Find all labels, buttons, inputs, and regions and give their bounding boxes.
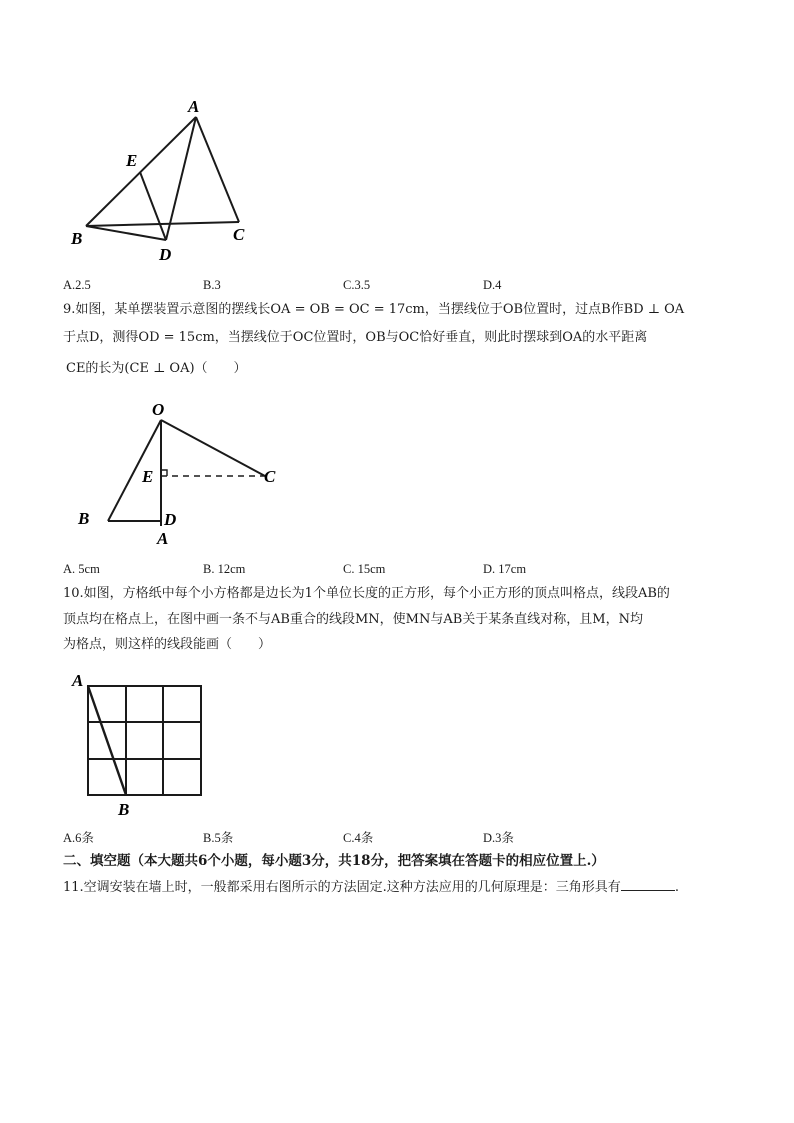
q8-option-c[interactable]: C.3.5: [343, 278, 371, 292]
segment-da: [166, 117, 196, 240]
q9-text-line-3: CE的长为(CE ⊥ OA)（ ）: [66, 361, 247, 376]
q10-text-line-3: 为格点，则这样的线段能画（ ）: [63, 637, 272, 652]
q11-end-mark: .: [674, 880, 679, 895]
segment-ba: [86, 117, 196, 226]
pendulum-figure-q9: [70, 398, 290, 548]
label-c: C: [264, 467, 276, 486]
q9-option-c[interactable]: C. 15cm: [343, 562, 386, 576]
label-a: A: [72, 671, 84, 690]
q9-option-a[interactable]: A. 5cm: [63, 562, 100, 576]
q10-option-a[interactable]: A.6条: [63, 831, 94, 845]
q9-option-d[interactable]: D. 17cm: [483, 562, 527, 576]
label-d: D: [159, 245, 172, 264]
q10-text-line-2: 顶点均在格点上，在图中画一条不与AB重合的线段MN，使MN与AB关于某条直线对称，且M，N均: [63, 612, 643, 627]
segment-oc: [161, 420, 265, 476]
segment-ab: [88, 686, 126, 795]
label-o: O: [152, 400, 165, 419]
q8-option-a[interactable]: A.2.5: [63, 278, 91, 292]
label-e: E: [142, 467, 154, 486]
segment-bd: [86, 226, 166, 240]
label-d: D: [164, 510, 177, 529]
q11-text: [63, 878, 679, 897]
segment-ac: [196, 117, 239, 222]
label-a: A: [188, 97, 200, 116]
triangle-figure-q8: [60, 90, 270, 270]
label-b: B: [71, 229, 83, 248]
q10-option-c[interactable]: C.4条: [343, 831, 374, 845]
q10-text-line-1: 10.如图，方格纸中每个小方格都是边长为1个单位长度的正方形，每个小正方形的顶点叫格点，线段AB的: [63, 586, 670, 601]
q8-option-b[interactable]: B.3: [203, 278, 221, 292]
grid-border: [88, 686, 201, 795]
label-e: E: [126, 151, 138, 170]
q11-prompt: 11.空调安装在墙上时，一般都采用右图所示的方法固定.这种方法应用的几何原理是：三角形具有: [63, 880, 621, 895]
section-2-heading: 二、填空题（本大题共6个小题，每小题3分，共18分，把答案填在答题卡的相应位置上.）: [63, 853, 605, 869]
q9-option-b[interactable]: B. 12cm: [203, 562, 246, 576]
label-b: B: [78, 509, 90, 528]
q8-option-d[interactable]: D.4: [483, 278, 502, 292]
label-c: C: [233, 225, 245, 244]
label-b: B: [118, 800, 130, 819]
label-a: A: [157, 529, 169, 548]
q9-text-line-2: 于点D，测得OD = 15cm，当摆线位于OC位置时，OB与OC恰好垂直，则此时摆球到OA的水平距离: [63, 330, 648, 345]
q10-option-d[interactable]: D.3条: [483, 831, 514, 845]
q11-answer-blank[interactable]: [621, 878, 675, 891]
q10-option-b[interactable]: B.5条: [203, 831, 234, 845]
segment-bc: [86, 222, 239, 226]
grid-figure-q10: [68, 670, 218, 820]
q9-text-line-1: 9.如图，某单摆装置示意图的摆线长OA = OB = OC = 17cm，当摆线位于OB位置时，过点B作BD ⊥ OA: [63, 302, 685, 317]
segment-ed: [140, 172, 166, 240]
